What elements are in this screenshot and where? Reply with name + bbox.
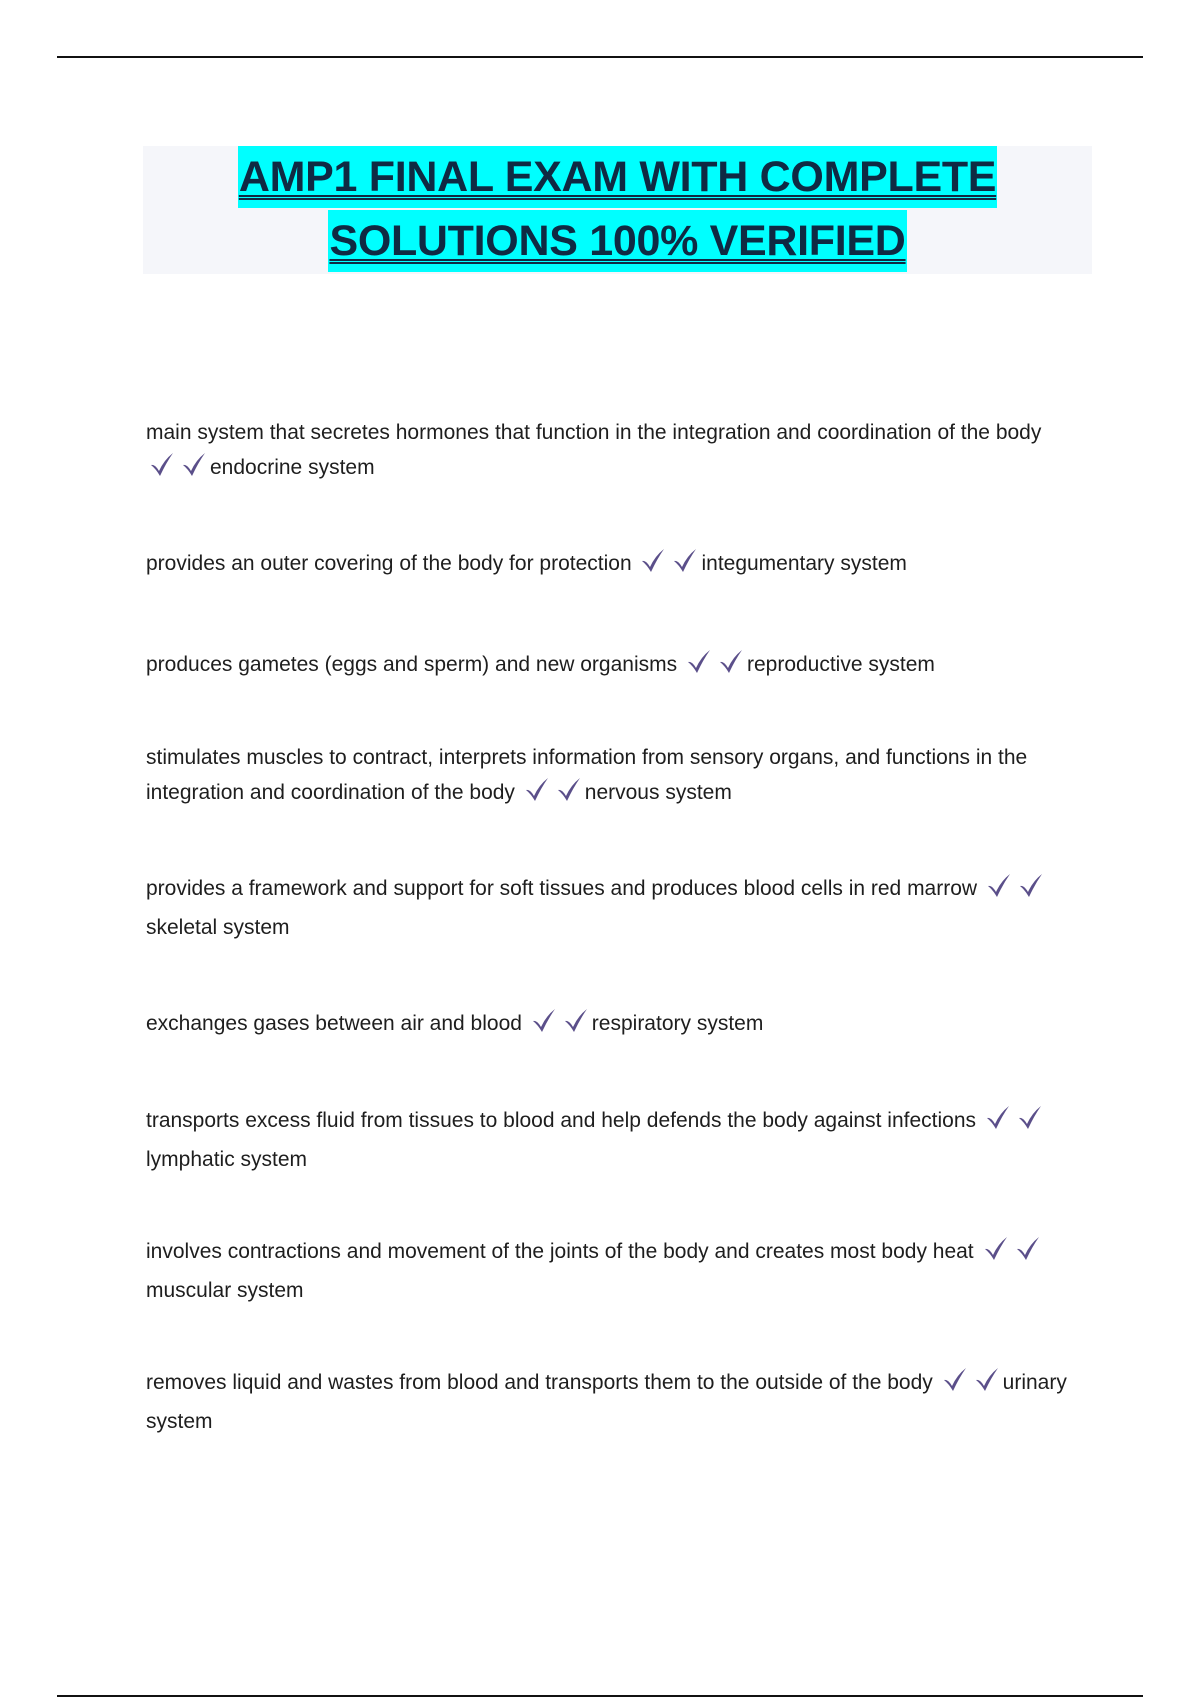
qa-item (146, 546, 1101, 585)
question-text: exchanges gases between air and blood (146, 1012, 522, 1035)
question-text: stimulates muscles to contract, interprets information from sensory organs, and functions in the integration and coordination of the body (146, 746, 1028, 804)
answer-text: urinary system (146, 1371, 1067, 1433)
double-check-marks (521, 775, 585, 814)
qa-item (146, 740, 1101, 814)
answer-text: lymphatic system (146, 1148, 308, 1171)
check-icon (985, 871, 1013, 899)
question-text: involves contractions and movement of the joints of the body and creates most body heat (146, 1240, 974, 1263)
bottom-rule (57, 1695, 1143, 1697)
check-icon (685, 647, 713, 675)
double-check-marks (146, 450, 210, 489)
qa-item (146, 1234, 1101, 1308)
double-check-marks (528, 1006, 592, 1045)
double-check-marks (982, 1103, 1046, 1142)
qa-item (146, 1365, 1101, 1439)
double-check-marks (980, 1234, 1044, 1273)
qa-item (146, 1103, 1101, 1177)
qa-item (146, 1006, 1101, 1045)
check-icon (555, 775, 583, 803)
question-text: provides a framework and support for soft tissues and produces blood cells in red marrow (146, 877, 978, 900)
title-box (143, 146, 1092, 274)
top-rule (57, 56, 1143, 58)
answer-text: reproductive system (746, 653, 935, 676)
double-check-marks (939, 1365, 1003, 1404)
check-icon (180, 450, 208, 478)
check-icon (530, 1006, 558, 1034)
qa-item (146, 871, 1101, 945)
answer-text: integumentary system (701, 552, 907, 575)
answer-text: respiratory system (591, 1012, 764, 1035)
double-check-marks (983, 871, 1047, 910)
title-row-2 (143, 210, 1092, 274)
question-text: transports excess fluid from tissues to blood and help defends the body against infections (146, 1109, 976, 1132)
question-text: main system that secretes hormones that function in the integration and coordination of the body (146, 421, 1042, 444)
check-icon (1014, 1234, 1042, 1262)
document-title-line-2: SOLUTIONS 100% VERIFIED (328, 210, 906, 272)
qa-item (146, 647, 1101, 686)
check-icon (148, 450, 176, 478)
check-icon (982, 1234, 1010, 1262)
double-check-marks (683, 647, 747, 686)
check-icon (984, 1103, 1012, 1131)
answer-text: endocrine system (210, 456, 375, 479)
check-icon (523, 775, 551, 803)
check-icon (562, 1006, 590, 1034)
answer-text: skeletal system (146, 916, 290, 939)
check-icon (717, 647, 745, 675)
answer-text: muscular system (146, 1279, 304, 1302)
title-row-1 (143, 146, 1092, 210)
check-icon (973, 1365, 1001, 1393)
document-title-line-1: AMP1 FINAL EXAM WITH COMPLETE (238, 146, 997, 208)
double-check-marks (637, 546, 701, 585)
check-icon (639, 546, 667, 574)
check-icon (941, 1365, 969, 1393)
qa-item (146, 415, 1101, 489)
check-icon (1016, 1103, 1044, 1131)
question-text: removes liquid and wastes from blood and transports them to the outside of the body (146, 1371, 933, 1394)
question-text: provides an outer covering of the body for protection (146, 552, 632, 575)
check-icon (1017, 871, 1045, 899)
check-icon (671, 546, 699, 574)
answer-text: nervous system (584, 781, 732, 804)
question-text: produces gametes (eggs and sperm) and new organisms (146, 653, 678, 676)
